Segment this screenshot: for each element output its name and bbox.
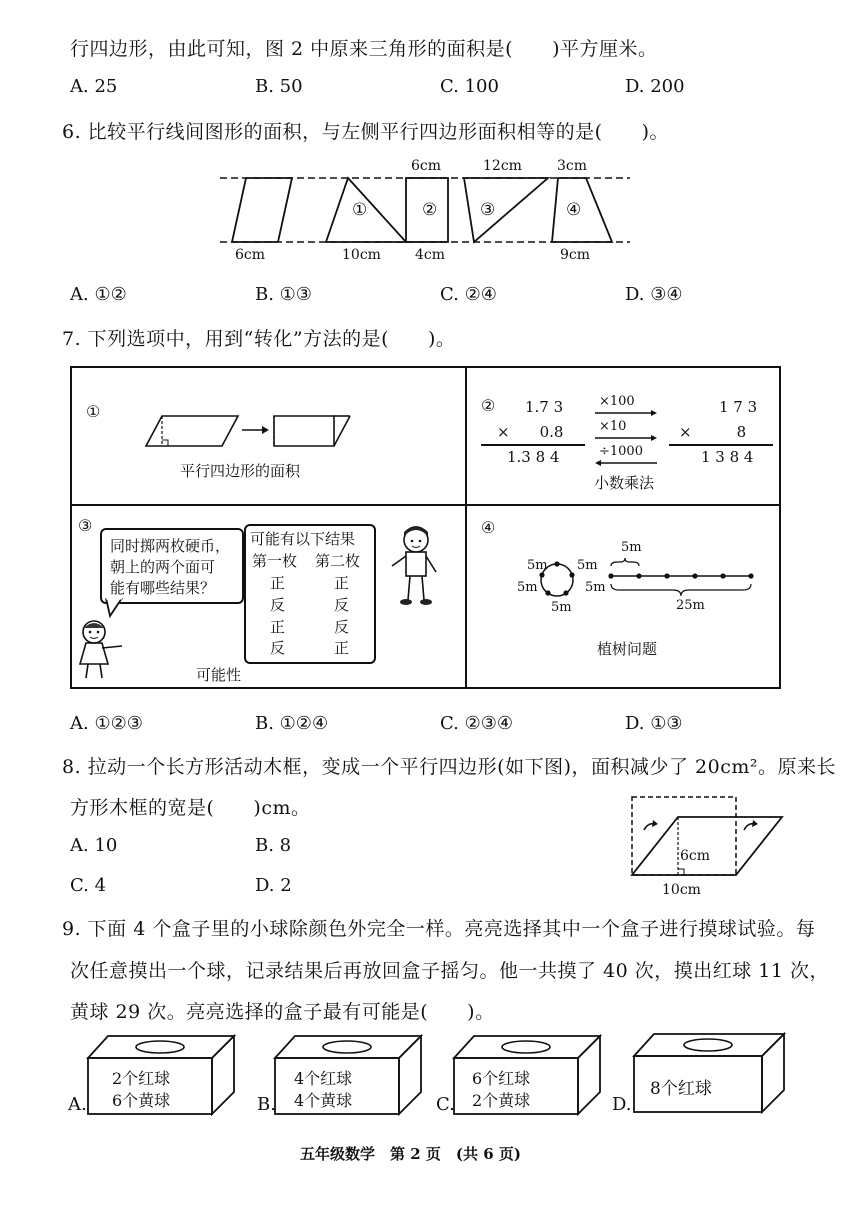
brace-bottom — [611, 584, 751, 596]
q6-option-d[interactable]: D. ③④ — [625, 284, 683, 305]
q7-cell1-num: ① — [86, 402, 101, 421]
q7-option-d[interactable]: D. ①③ — [625, 713, 683, 734]
q7-cell2-left-rule — [481, 444, 585, 446]
q5-option-d[interactable]: D. 200 — [625, 76, 685, 97]
q7-cell2-right-2: × 8 — [679, 423, 747, 441]
q7-cell2-right-1: 1 7 3 — [719, 398, 758, 416]
q6-rect2-top: 6cm — [411, 158, 442, 174]
q8-figure — [626, 794, 788, 886]
q7-cell-2 — [467, 368, 781, 504]
q7-cell2-left-2: × 0.8 — [497, 423, 564, 441]
q8-option-c[interactable]: C. 4 — [70, 875, 107, 896]
q7-cell2-arrow-3: ÷1000 — [599, 444, 643, 459]
q8-stem-2: 方形木框的宽是( )cm。 — [70, 797, 311, 819]
q6-option-a[interactable]: A. ①② — [70, 284, 127, 305]
q7-cell4-line-bottom: 25m — [676, 598, 705, 613]
q7-cell4-circle-1: 5m — [527, 558, 548, 573]
q7-stem: 7. 下列选项中，用到“转化”方法的是( )。 — [62, 328, 456, 350]
q7-cell3-r3c1: 正 — [270, 618, 286, 636]
q7-cell4-caption: 植树问题 — [597, 640, 658, 658]
q6-stem: 6. 比较平行线间图形的面积，与左侧平行四边形面积相等的是( )。 — [62, 121, 669, 143]
q9-option-c-letter[interactable]: C. — [436, 1094, 455, 1115]
q7-option-a[interactable]: A. ①②③ — [70, 713, 143, 734]
q7-cell3-question-2: 朝上的两个面可 — [110, 558, 216, 576]
q7-cell2-left-3: 1.3 8 4 — [507, 448, 560, 466]
q7-cell1-diagram — [142, 412, 362, 452]
q7-cell3-question-3: 能有哪些结果？ — [110, 579, 216, 597]
q6-trap4-label: ④ — [566, 200, 582, 220]
q7-cell-4 — [467, 506, 781, 689]
q6-rect2-label: ② — [422, 200, 438, 220]
q7-cell3-num: ③ — [78, 516, 93, 535]
q7-cell4-circle-3: 5m — [517, 580, 538, 595]
q7-cell2-caption: 小数乘法 — [594, 474, 655, 492]
q9-box-b-line-1: 4个红球 — [294, 1069, 353, 1088]
arrow-x10-head — [651, 435, 657, 441]
q7-cell3-caption: 可能性 — [196, 666, 242, 684]
q9-stem-2: 次任意摸出一个球，记录结果后再放回盒子摇匀。他一共摸了 40 次，摸出红球 11 次， — [70, 960, 830, 982]
q9-box-a-line-2: 6个黄球 — [112, 1091, 171, 1110]
q9-box-d-line-1: 8个红球 — [650, 1079, 712, 1099]
q8-option-d[interactable]: D. 2 — [255, 875, 292, 896]
q9-box-a-line-1: 2个红球 — [112, 1069, 171, 1088]
q6-tri3-label: ③ — [480, 200, 496, 220]
q7-option-b[interactable]: B. ①②④ — [255, 713, 329, 734]
q7-cell4-circle-5: 5m — [551, 600, 572, 615]
q7-option-c[interactable]: C. ②③④ — [440, 713, 513, 734]
q6-option-b[interactable]: B. ①③ — [255, 284, 312, 305]
q5-text: 行四边形，由此可知，图 2 中原来三角形的面积是( )平方厘米。 — [70, 38, 658, 60]
q6-tri3-top: 12cm — [483, 158, 522, 174]
parallelogram-before — [146, 416, 238, 446]
q7-cell4-circle-2: 5m — [577, 558, 598, 573]
speech-tail-icon — [100, 598, 130, 620]
q7-cell2-right-rule — [669, 444, 773, 446]
q7-cell3-question-1: 同时掷两枚硬币， — [110, 537, 231, 555]
q8-stem-1: 8. 拉动一个长方形活动木框，变成一个平行四边形(如下图)，面积减少了 20cm²。原来长 — [62, 756, 836, 778]
page-footer: 五年级数学 第 2 页 (共 6 页) — [300, 1145, 521, 1163]
q7-cell3-r4c1: 反 — [270, 639, 286, 657]
q5-option-c[interactable]: C. 100 — [440, 76, 499, 97]
q7-figure-box — [70, 366, 781, 689]
brace-top — [611, 558, 639, 566]
q9-option-a-letter[interactable]: A. — [68, 1094, 87, 1115]
q8-fig-height: 6cm — [680, 848, 711, 864]
q6-trap4-top: 3cm — [557, 158, 588, 174]
q5-option-a[interactable]: A. 25 — [70, 76, 118, 97]
q6-rect2-bottom: 4cm — [415, 247, 446, 263]
rectangle-after — [274, 416, 334, 446]
parallelogram-shape — [232, 178, 292, 242]
trapezoid-4-shape — [552, 178, 612, 242]
q7-cell3-r2c2: 反 — [334, 596, 350, 614]
q8-option-a[interactable]: A. 10 — [70, 835, 118, 856]
right-angle-mark — [162, 440, 168, 446]
q7-cell2-arrow-1: ×100 — [599, 394, 635, 409]
q8-fig-base: 10cm — [662, 882, 701, 898]
q6-trap4-bottom: 9cm — [560, 247, 591, 263]
q7-cell4-circle-4: 5m — [585, 580, 606, 595]
q7-cell1-caption: 平行四边形的面积 — [180, 462, 301, 480]
q7-cell3-results-title: 可能有以下结果 — [250, 530, 356, 548]
q7-cell2-right-3: 1 3 8 4 — [701, 448, 754, 466]
q7-cell3-r4c2: 正 — [334, 639, 350, 657]
q6-tri1-bottom: 10cm — [342, 247, 381, 263]
right-angle-mark — [678, 869, 684, 875]
boy-icon — [390, 524, 446, 608]
q7-cell3-r1c2: 正 — [334, 574, 350, 592]
girl-icon — [76, 618, 132, 684]
q7-cell3-r3c2: 反 — [334, 618, 350, 636]
q7-cell2-num: ② — [481, 396, 496, 415]
arrow-head — [262, 426, 269, 434]
q9-stem-1: 9. 下面 4 个盒子里的小球除颜色外完全一样。亮亮选择其中一个盒子进行摸球试验。每 — [62, 918, 816, 940]
q7-cell-1 — [72, 368, 465, 504]
q9-box-d[interactable] — [632, 1032, 786, 1114]
q7-cell3-col2: 第二枚 — [315, 552, 361, 570]
q7-cell3-col1: 第一枚 — [252, 552, 298, 570]
triangle-3-shape — [464, 178, 548, 242]
q7-cell4-line-top: 5m — [621, 540, 642, 555]
q6-option-c[interactable]: C. ②④ — [440, 284, 497, 305]
q7-cell4-num: ④ — [481, 518, 496, 537]
q7-cell3-r1c1: 正 — [270, 574, 286, 592]
q9-option-d-letter[interactable]: D. — [612, 1094, 632, 1115]
q9-box-b-line-2: 4个黄球 — [294, 1091, 353, 1110]
q9-stem-3: 黄球 29 次。亮亮选择的盒子最有可能是( )。 — [70, 1001, 495, 1023]
q9-option-b-letter[interactable]: B. — [257, 1094, 276, 1115]
q9-box-c-line-2: 2个黄球 — [472, 1091, 531, 1110]
arrow-div1000-head — [595, 460, 601, 466]
arrow-x100-head — [651, 410, 657, 416]
q9-box-c-line-1: 6个红球 — [472, 1069, 531, 1088]
q6-tri1-label: ① — [352, 200, 368, 220]
q6-para-bottom: 6cm — [235, 247, 266, 263]
q5-option-b[interactable]: B. 50 — [255, 76, 303, 97]
q7-cell2-left-1: 1.7 3 — [525, 398, 564, 416]
q7-cell3-r2c1: 反 — [270, 596, 286, 614]
moved-edge-slant — [334, 416, 350, 446]
q7-cell2-arrow-2: ×10 — [599, 419, 627, 434]
q8-option-b[interactable]: B. 8 — [255, 835, 292, 856]
q7-cell-3 — [72, 506, 465, 689]
